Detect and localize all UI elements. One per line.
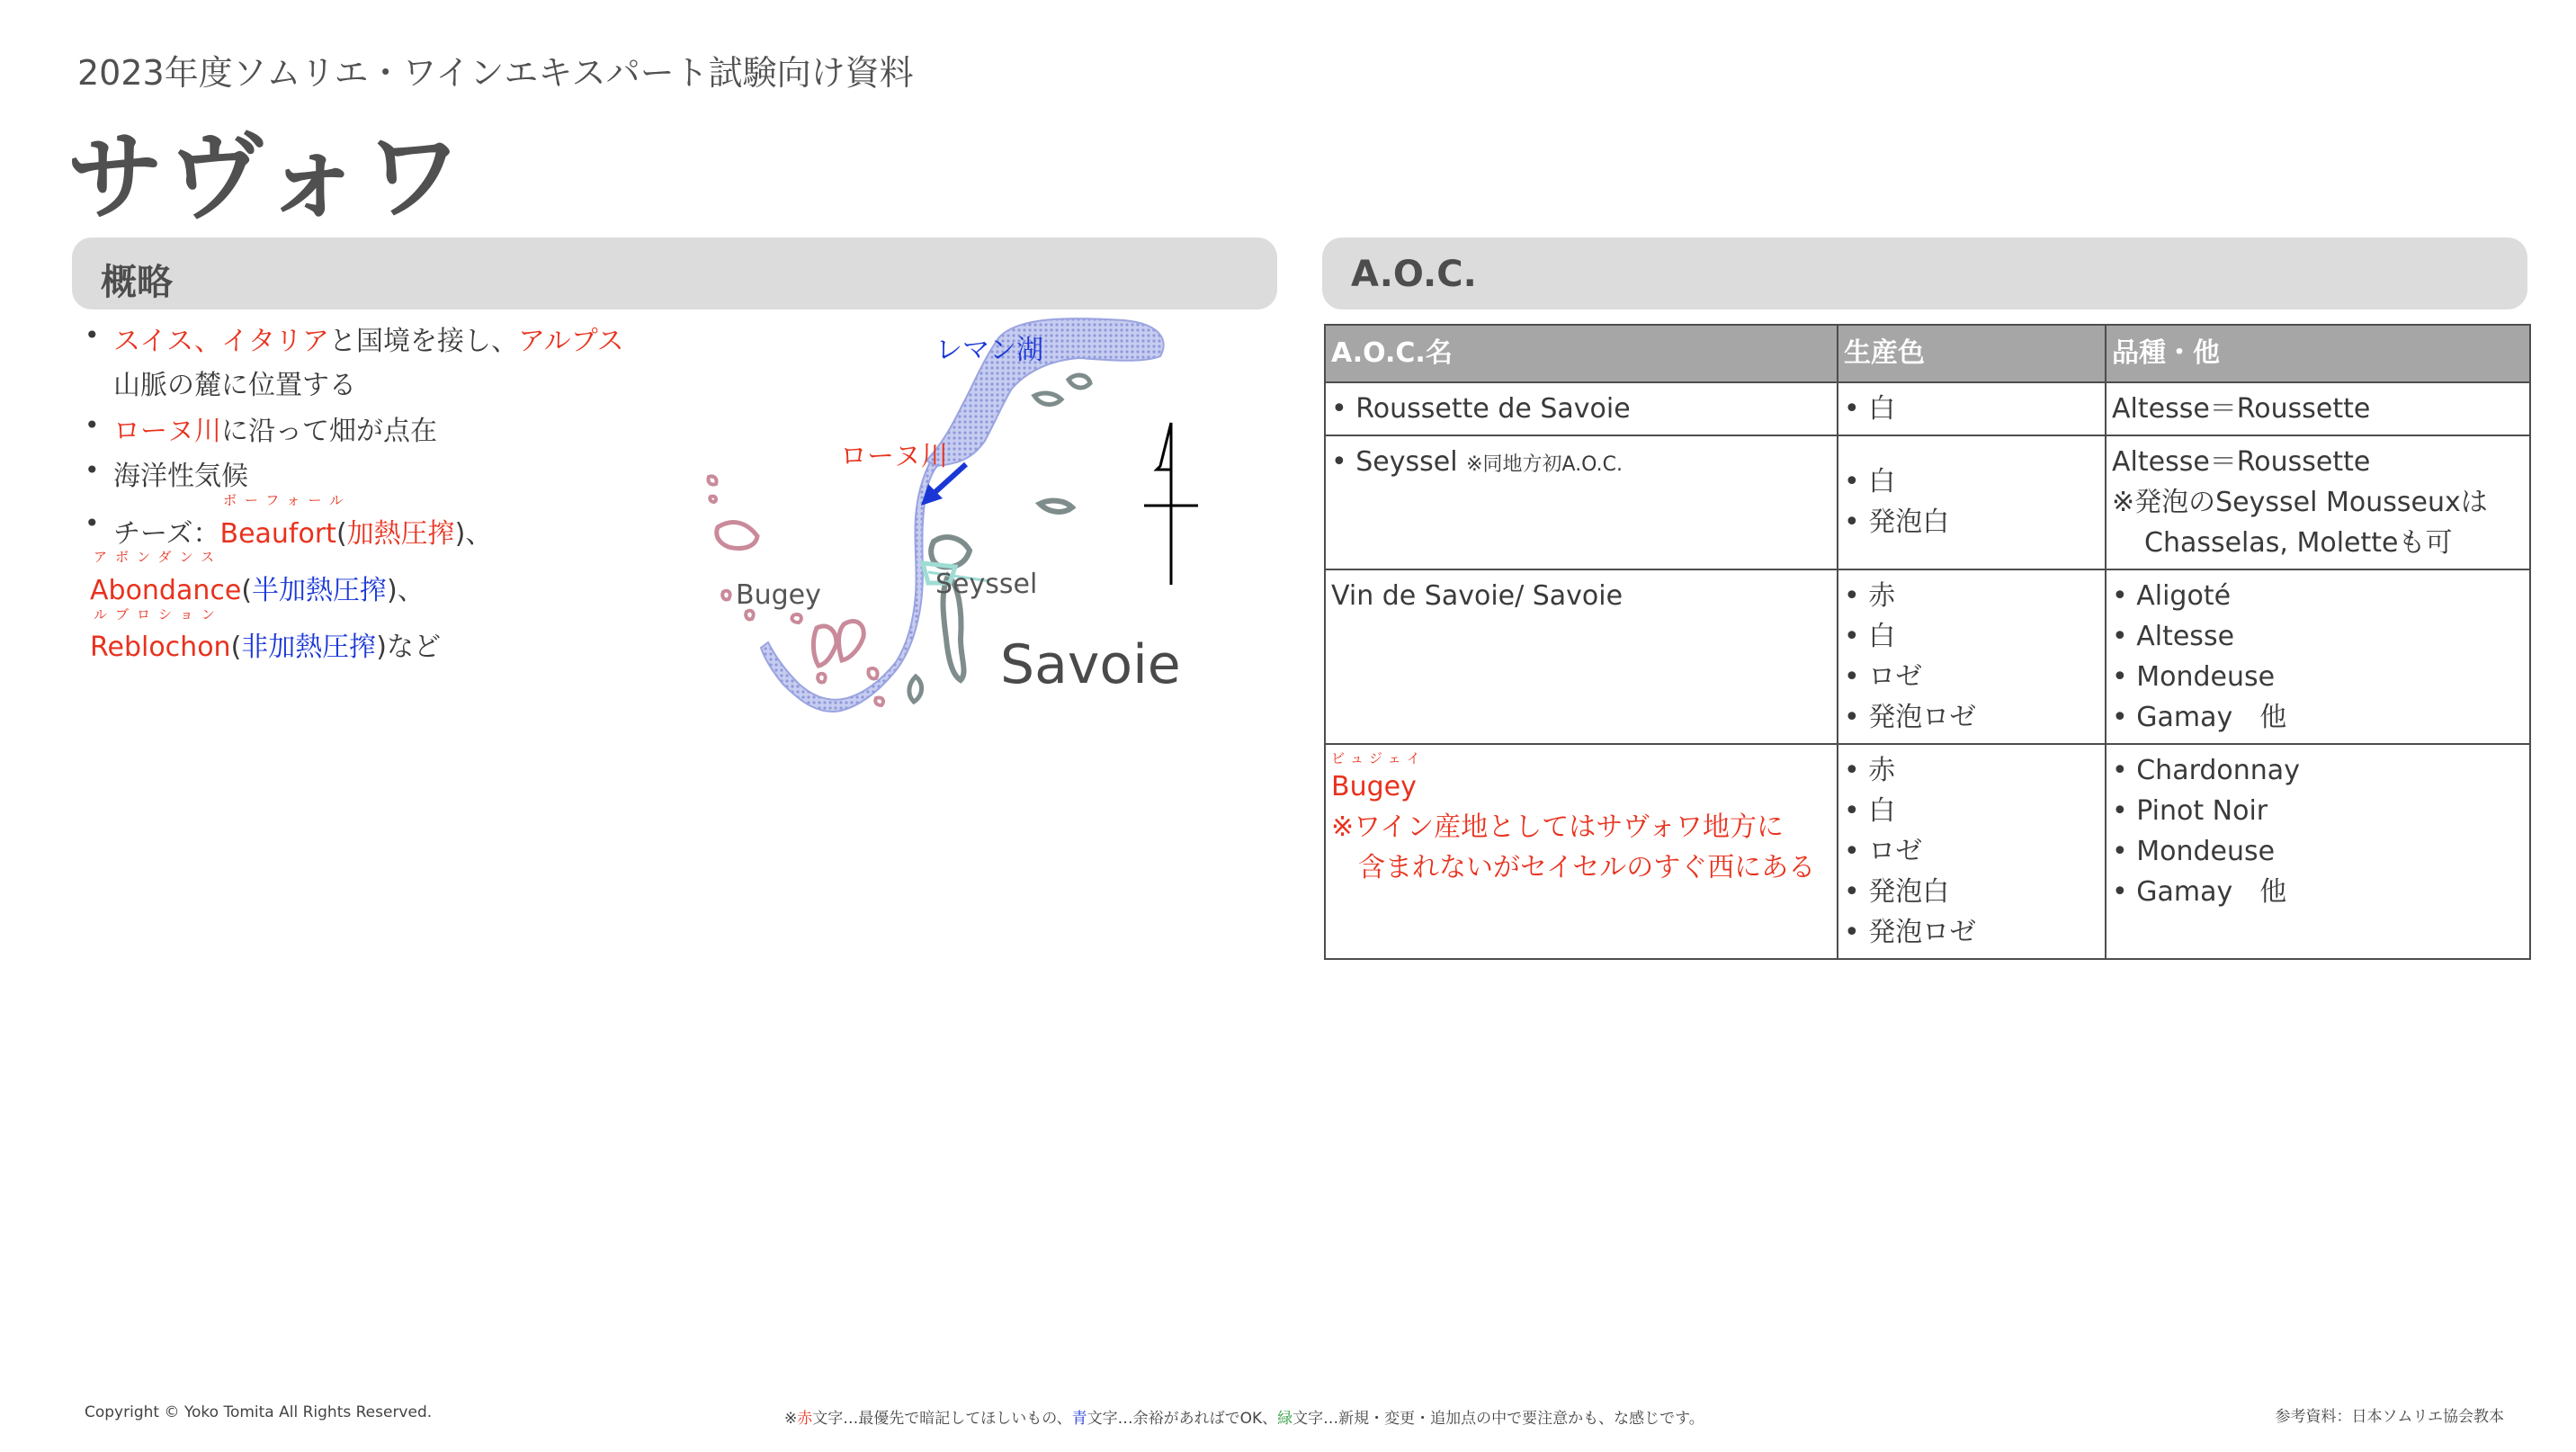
grape-item: • Gamay 他 [2112, 702, 2287, 733]
map-label-river: ローヌ川 [840, 441, 948, 472]
grape-item: Altesse＝Roussette [2112, 446, 2371, 478]
grapes-cell [2106, 569, 2530, 744]
bugey-parcel [792, 614, 801, 623]
paren: )、 [387, 575, 425, 606]
paren: ( [335, 518, 347, 550]
overview-bullet-1-line2: 山脈の麓に位置する [113, 370, 356, 401]
overview-bullet-4 [113, 511, 492, 551]
color-item: • 白 [1844, 466, 1896, 497]
north-arrow-n [1157, 423, 1171, 470]
legend-blue: 青 [1071, 1410, 1087, 1428]
cheese-abondance-line [90, 568, 425, 607]
table-row [1325, 569, 2530, 744]
legend-text: 文字…最優先で暗記してほしいもの、 [812, 1410, 1072, 1428]
savoie-parcel [1069, 375, 1090, 388]
grape-item: Chasselas, Moletteも可 [2144, 527, 2453, 559]
overview-bullet-3: 海洋性気候 [113, 461, 248, 492]
legend-text: ※ [784, 1410, 798, 1428]
map-label-seyssel: Seyssel [935, 569, 1038, 600]
legend-text: 文字…新規・変更・追加点の中で要注意かも、な感じです。 [1292, 1410, 1704, 1428]
color-item: • 発泡白 [1844, 506, 1950, 538]
color-item: • 赤 [1844, 755, 1896, 786]
map-label-bugey: Bugey [736, 579, 821, 611]
grape-item: • Altesse [2112, 621, 2235, 652]
bullet-dot: • [85, 455, 100, 485]
aoc-name-cell [1325, 435, 1838, 569]
highlight-countries: スイス、イタリア [113, 326, 329, 357]
grape-item: • Gamay 他 [2112, 876, 2287, 908]
bullet-dot: • [85, 508, 100, 538]
cheese-reblochon-line [90, 624, 441, 664]
savoie-parcel [909, 677, 922, 702]
document-subtitle: 2023年度ソムリエ・ワインエキスパート試験向け資料 [77, 53, 914, 93]
ruby-beaufort: ボーフォール [223, 492, 352, 508]
color-item: • ロゼ [1844, 836, 1923, 867]
color-item: • ロゼ [1844, 661, 1923, 693]
grape-item: • Chardonnay [2112, 755, 2300, 786]
aoc-name: • Seyssel [1331, 446, 1458, 478]
paren: )など [376, 632, 441, 663]
paren: )、 [454, 518, 493, 550]
overview-section-title: 概略 [101, 262, 173, 303]
color-item: • 発泡白 [1844, 876, 1950, 908]
header-grapes: 品種・他 [2106, 325, 2530, 382]
abondance-type: 半加熱圧搾 [252, 575, 388, 606]
aoc-name-cell [1325, 382, 1838, 435]
paren: ( [241, 575, 253, 606]
aoc-name-cell [1325, 744, 1838, 959]
header-aoc-name: A.O.C.名 [1325, 325, 1838, 382]
aoc-note: 含まれないがセイセルのすぐ西にある [1358, 852, 1816, 883]
overview-bullet-2 [113, 408, 437, 448]
ruby-abondance: アボンダンス [94, 549, 223, 565]
cheese-beaufort: Beaufort [219, 518, 336, 550]
cheese-label: チーズ： [113, 518, 220, 550]
aoc-note: ※ワイン産地としてはサヴォワ地方に [1331, 811, 1784, 843]
bugey-parcel [813, 626, 836, 666]
aoc-table [1324, 324, 2531, 960]
copyright: Copyright © Yoko Tomita All Rights Reserved. [85, 1403, 433, 1421]
cheese-reblochon: Reblochon [90, 632, 231, 663]
page-title: サヴォワ [67, 121, 466, 234]
reference: 参考資料：日本ソムリエ協会教本 [2275, 1408, 2504, 1426]
beaufort-type: 加熱圧搾 [346, 518, 455, 550]
aoc-section-header [1322, 238, 2527, 309]
color-cell [1838, 382, 2106, 435]
table-row [1325, 744, 2530, 959]
highlight-alps: アルプス [518, 326, 624, 357]
color-item: • 赤 [1844, 580, 1896, 612]
color-cell [1838, 569, 2106, 744]
color-item: • 白 [1844, 795, 1896, 827]
bullet-dot: • [85, 410, 100, 440]
aoc-name-cell [1325, 569, 1838, 744]
bugey-parcel [818, 674, 825, 683]
grape-item: • Pinot Noir [2112, 795, 2268, 827]
savoie-parcel [1034, 393, 1061, 405]
bugey-parcel [710, 497, 716, 502]
ruby-bugey: ビュジェイ [1331, 750, 1426, 766]
bugey-parcel [717, 523, 757, 549]
overview-section-header [72, 238, 1277, 309]
aoc-note: ※同地方初A.O.C. [1466, 453, 1623, 476]
bugey-parcel [746, 611, 753, 620]
bugey-parcel [722, 591, 729, 600]
color-item: • 白 [1844, 393, 1896, 425]
table-header-row [1325, 325, 2530, 382]
legend-green: 緑 [1277, 1410, 1293, 1428]
grapes-cell [2106, 744, 2530, 959]
color-item: • 白 [1844, 621, 1896, 652]
grapes-cell [2106, 435, 2530, 569]
grape-item: • Aligoté [2112, 580, 2232, 612]
grape-item: • Mondeuse [2112, 836, 2276, 867]
aoc-name: Vin de Savoie/ Savoie [1331, 580, 1623, 612]
color-cell [1838, 744, 2106, 959]
grape-item: • Mondeuse [2112, 661, 2276, 693]
bugey-parcel [839, 621, 864, 660]
bugey-parcel [875, 698, 883, 705]
bugey-parcel [868, 668, 877, 678]
highlight-rhone: ローヌ川 [113, 416, 221, 447]
bullet-dot: • [85, 320, 100, 350]
legend-red: 赤 [797, 1410, 813, 1428]
ruby-reblochon: ルブロション [94, 606, 223, 623]
map-label-savoie: Savoie [1000, 633, 1181, 696]
aoc-section-title: A.O.C. [1351, 254, 1477, 295]
aoc-name: • Roussette de Savoie [1331, 393, 1631, 425]
bugey-parcel [708, 476, 716, 484]
paren: ( [230, 632, 242, 663]
color-legend [784, 1405, 1704, 1428]
header-color: 生産色 [1838, 325, 2106, 382]
table-row [1325, 435, 2530, 569]
grape-item: Altesse＝Roussette [2112, 393, 2371, 425]
reblochon-type: 非加熱圧搾 [241, 632, 377, 663]
legend-text: 文字…余裕があればでOK、 [1087, 1410, 1278, 1428]
grapes-cell [2106, 382, 2530, 435]
color-item: • 発泡ロゼ [1844, 702, 1977, 733]
table-row [1325, 382, 2530, 435]
grape-item: ※発泡のSeyssel Mousseuxは [2112, 487, 2488, 518]
savoie-parcel [1040, 501, 1072, 512]
cheese-abondance: Abondance [90, 575, 242, 606]
color-item: • 発泡ロゼ [1844, 917, 1977, 948]
aoc-name: Bugey [1331, 771, 1417, 802]
bullet-text: と国境を接し、 [329, 326, 518, 357]
map-label-lake: レマン湖 [935, 335, 1043, 366]
overview-bullet-1 [113, 318, 624, 358]
color-cell [1838, 435, 2106, 569]
bullet-text: に沿って畑が点在 [221, 416, 437, 447]
